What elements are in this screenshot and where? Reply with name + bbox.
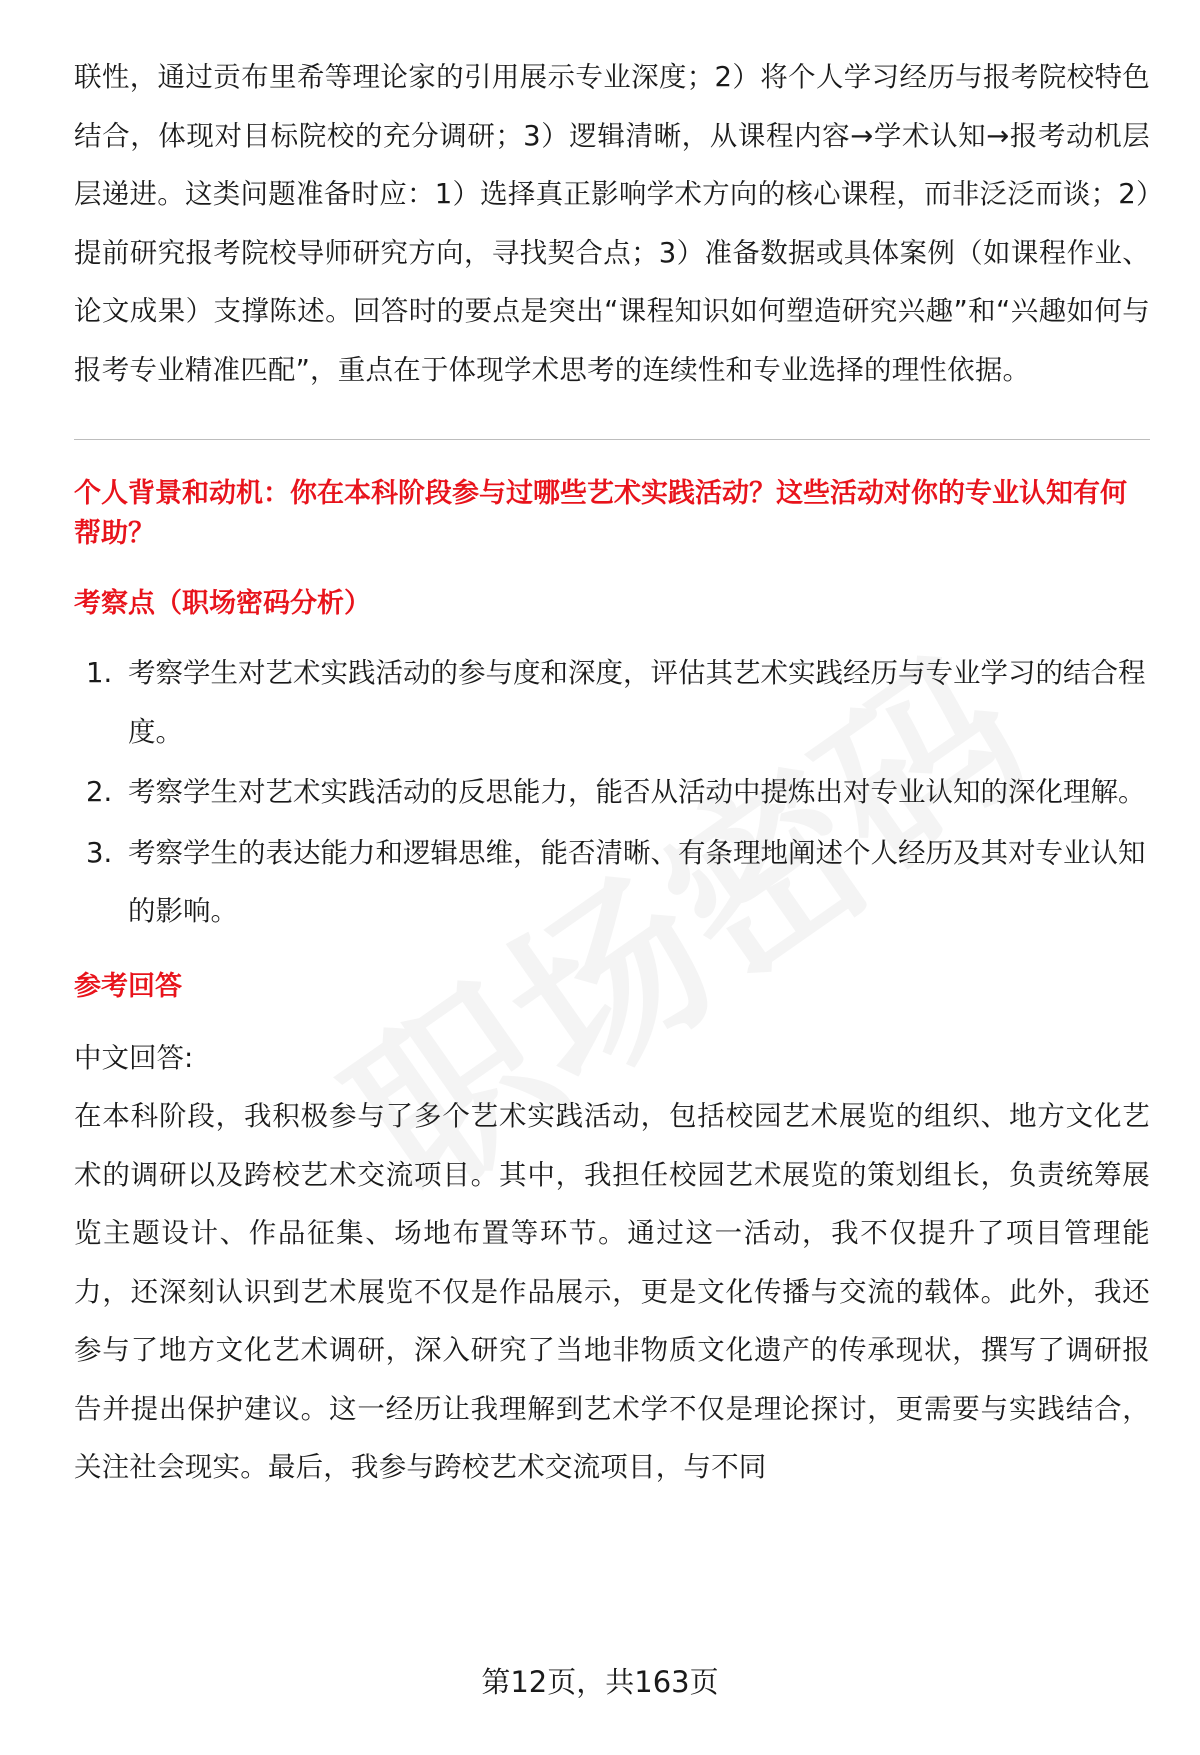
question-heading: 个人背景和动机：你在本科阶段参与过哪些艺术实践活动？这些活动对你的专业认知有何帮助？ xyxy=(74,478,1127,549)
list-number: 3. xyxy=(86,836,113,869)
answer-body: 在本科阶段，我积极参与了多个艺术实践活动，包括校园艺术展览的组织、地方文化艺术的调研以及跨校艺术交流项目。其中，我担任校园艺术展览的策划组长，负责统筹展览主题设计、作品征集、场地布置等环节。通过这一活动，我不仅提升了项目管理能力，还深刻认识到艺术展览不仅是作品展示，更是文化传播与交流的载体。此外，我还参与了地方文化艺术调研，深入研究了当地非物质文化遗产的传承现状，撰写了调研报告并提出保护建议。这一经历让我理解到艺术学不仅是理论探讨，更需要与实践结合，关注社会现实。最后，我参与跨校艺术交流项目，与不同 xyxy=(74,1100,1150,1483)
assessment-title: 考察点（职场密码分析） xyxy=(74,588,371,619)
assessment-list xyxy=(74,644,1150,941)
list-item xyxy=(74,763,1150,822)
section-divider xyxy=(74,439,1150,440)
intro-paragraph: 联性，通过贡布里希等理论家的引用展示专业深度；2）将个人学习经历与报考院校特色结合，体现对目标院校的充分调研；3）逻辑清晰，从课程内容→学术认知→报考动机层层递进。这类问题准备时应：1）选择真正影响学术方向的核心课程，而非泛泛而谈；2）提前研究报考院校导师研究方向，寻找契合点；3）准备数据或具体案例（如课程作业、论文成果）支撑陈述。回答时的要点是突出“课程知识如何塑造研究兴趣”和“兴趣如何与报考专业精准匹配”，重点在于体现学术思考的连续性和专业选择的理性依据。 xyxy=(74,61,1150,386)
list-number: 2. xyxy=(86,776,113,808)
list-item-text: 考察学生对艺术实践活动的反思能力，能否从活动中提炼出对专业认知的深化理解。 xyxy=(128,776,1146,808)
list-item xyxy=(74,824,1150,941)
reference-title: 参考回答 xyxy=(74,970,182,1002)
list-item xyxy=(74,644,1150,761)
list-item-text: 考察学生对艺术实践活动的参与度和深度，评估其艺术实践经历与专业学习的结合程度。 xyxy=(128,657,1146,748)
page-footer: 第12页，共163页 xyxy=(481,1665,719,1699)
answer-label: 中文回答: xyxy=(74,1041,194,1074)
list-number: 1. xyxy=(86,657,113,689)
page-content xyxy=(74,48,1150,1497)
list-item-text: 考察学生的表达能力和逻辑思维，能否清晰、有条理地阐述个人经历及其对专业认知的影响。 xyxy=(128,836,1146,927)
